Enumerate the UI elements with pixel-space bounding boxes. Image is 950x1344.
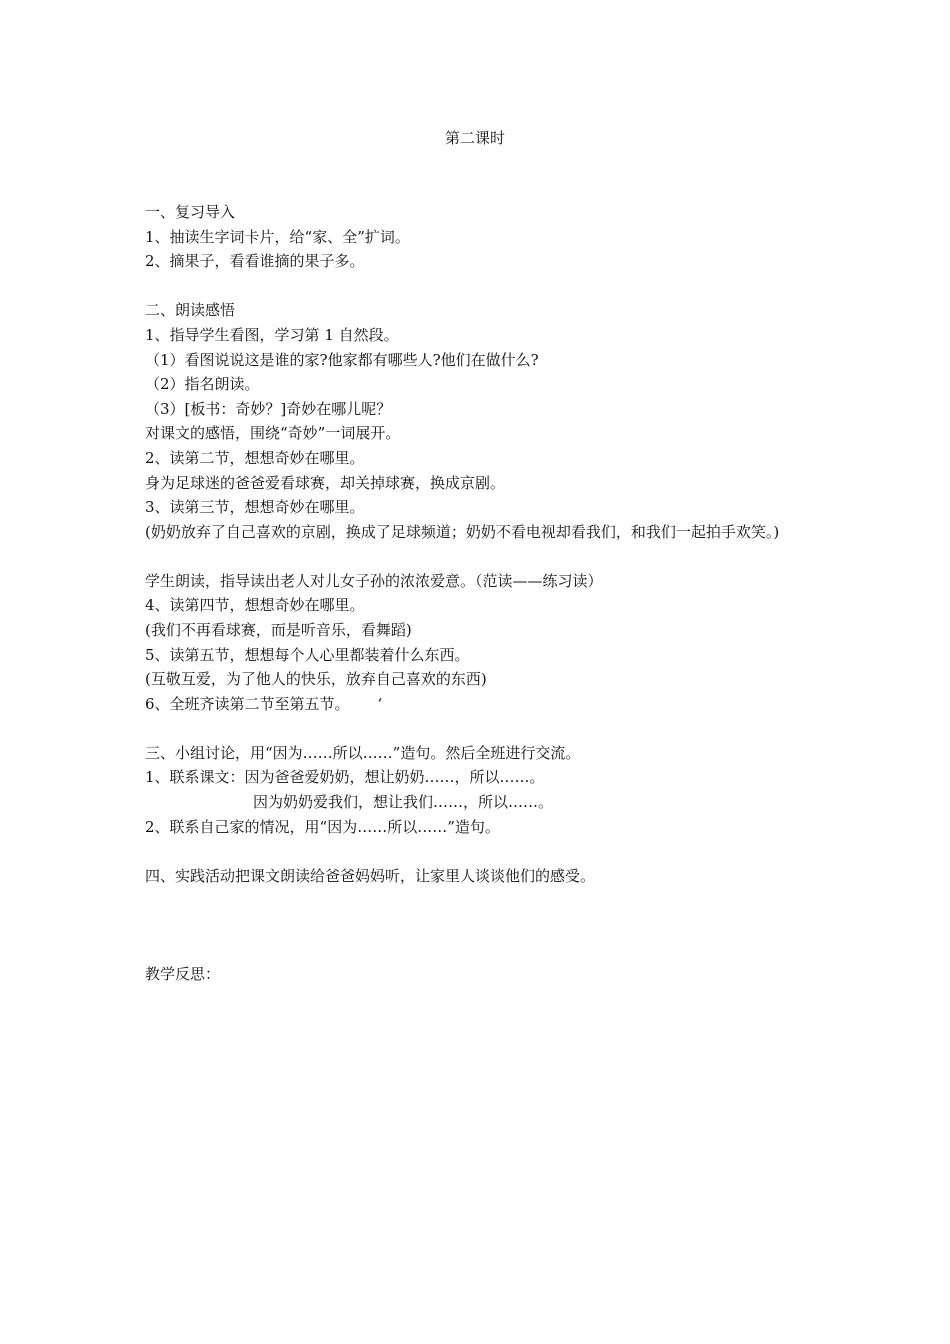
spacer: [145, 274, 815, 299]
text-line: 2、摘果子，看看谁摘的果子多。: [145, 252, 365, 271]
section-heading-practice: 四、实践活动把课文朗读给爸爸妈妈听，让家里人谈谈他们的感受。: [145, 866, 596, 885]
text-line: 对课文的感悟，围绕“奇妙”一词展开。: [145, 424, 401, 443]
text-line: （3）[板书：奇妙？]奇妙在哪儿呢？: [145, 399, 392, 418]
spacer: [145, 716, 815, 741]
reflection-label: 教学反思：: [145, 965, 221, 984]
text-line: [145, 692, 815, 717]
text-line: (我们不再看球赛，而是听音乐，看舞蹈): [145, 620, 412, 639]
text-line: 2、读第二节，想想奇妙在哪里。: [145, 448, 365, 467]
text-line: （1）看图说说这是谁的家?他家都有哪些人?他们在做什么?: [145, 350, 539, 369]
text-line: 1、抽读生字词卡片，给“家、全”扩词。: [145, 227, 410, 246]
text-line: 学生朗读，指导读出老人对儿女子孙的浓浓爱意。（范读——练习读）: [145, 571, 603, 590]
page-title: 第二课时: [444, 129, 505, 147]
text-paragraph: (奶奶放弃了自己喜欢的京剧，换成了足球频道；奶奶不看电视却看我们，和我们一起拍手欢笑。): [145, 522, 780, 541]
text-line: 身为足球迷的爸爸爱看球赛，却关掉球赛，换成京剧。: [145, 473, 506, 492]
text-line: 3、读第三节，想想奇妙在哪里。: [145, 498, 365, 517]
text-line: 1、联系课文：因为爸爸爱奶奶，想让奶奶……，所以……。: [145, 768, 545, 787]
text-line: （2）指名朗读。: [145, 375, 260, 394]
text-line: 1、指导学生看图，学习第 1 自然段。: [145, 325, 399, 344]
section-heading-review: 一、复习导入: [145, 203, 236, 221]
document-body: [145, 200, 815, 987]
text-line: 4、读第四节，想想奇妙在哪里。: [145, 596, 365, 615]
text-line: (互敬互爱，为了他人的快乐，放弃自己喜欢的东西): [145, 670, 487, 689]
text-line: 2、联系自己家的情况，用“因为……所以……”造句。: [145, 817, 500, 836]
spacer: [145, 888, 815, 937]
text-line: 5、读第五节，想想每个人心里都装着什么东西。: [145, 645, 470, 664]
spacer: [145, 937, 815, 962]
stray-mark: ‘: [377, 694, 383, 713]
text-line-content: 6、全班齐读第二节至第五节。: [145, 694, 350, 713]
section-heading-discussion: 三、小组讨论，用“因为……所以……”造句。然后全班进行交流。: [145, 743, 581, 762]
section-heading-reading: 二、朗读感悟: [145, 301, 236, 320]
text-line-indented: 因为奶奶爱我们，想让我们……，所以……。: [253, 793, 554, 812]
spacer: [145, 839, 815, 864]
